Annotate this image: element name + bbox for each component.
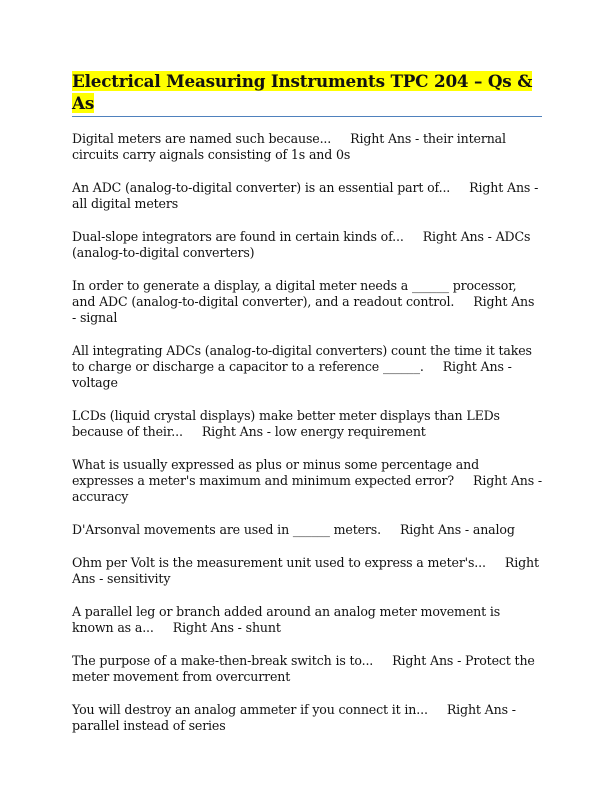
question-text: Digital meters are named such because... bbox=[72, 131, 332, 146]
question-text: An ADC (analog-to-digital converter) is an essential part of... bbox=[72, 180, 451, 195]
qa-item bbox=[72, 408, 542, 440]
answer-text: Right Ans - all digital meters bbox=[72, 180, 539, 211]
qa-item bbox=[72, 702, 542, 734]
question-text: All integrating ADCs (analog-to-digital converters) count the time it takes to charge or discharge a capacitor to a reference ______. bbox=[72, 343, 532, 374]
answer-text: Right Ans - ADCs (analog-to-digital converters) bbox=[72, 229, 531, 260]
answer-text: Right Ans - sensitivity bbox=[72, 555, 539, 586]
answer-text: Right Ans - accuracy bbox=[72, 473, 543, 504]
answer-text: Right Ans - their internal circuits carry aignals consisting of 1s and 0s bbox=[72, 131, 506, 162]
answer-text: Right Ans - analog bbox=[399, 522, 515, 537]
qa-item bbox=[72, 522, 542, 538]
document-title: Electrical Measuring Instruments TPC 204 – Qs & As bbox=[72, 71, 533, 113]
answer-text: Right Ans - shunt bbox=[172, 620, 281, 635]
question-text: Ohm per Volt is the measurement unit used to express a meter's... bbox=[72, 555, 486, 570]
qa-item bbox=[72, 278, 542, 326]
answer-text: Right Ans - parallel instead of series bbox=[72, 702, 516, 733]
question-text: In order to generate a display, a digital meter needs a ______ processor, and ADC (analog-to-digital converter), and a readout control. bbox=[72, 278, 517, 309]
document-page bbox=[72, 70, 542, 751]
question-text: You will destroy an analog ammeter if you connect it in... bbox=[72, 702, 428, 717]
answer-text: Right Ans - low energy requirement bbox=[201, 424, 426, 439]
qa-item bbox=[72, 555, 542, 587]
qa-list bbox=[72, 131, 542, 734]
qa-item bbox=[72, 229, 542, 261]
qa-item bbox=[72, 343, 542, 391]
question-text: What is usually expressed as plus or minus some percentage and expresses a meter's maximum and minimum expected error? bbox=[72, 457, 479, 488]
question-text: A parallel leg or branch added around an analog meter movement is known as a... bbox=[72, 604, 501, 635]
answer-text: Right Ans - voltage bbox=[72, 359, 512, 390]
question-text: Dual-slope integrators are found in certain kinds of... bbox=[72, 229, 404, 244]
question-text: The purpose of a make-then-break switch is to... bbox=[72, 653, 374, 668]
qa-item bbox=[72, 131, 542, 163]
qa-item bbox=[72, 180, 542, 212]
question-text: D'Arsonval movements are used in ______ meters. bbox=[72, 522, 381, 537]
qa-item bbox=[72, 653, 542, 685]
qa-item bbox=[72, 457, 542, 505]
answer-text: Right Ans - signal bbox=[72, 294, 535, 325]
answer-text: Right Ans - Protect the meter movement from overcurrent bbox=[72, 653, 535, 684]
question-text: LCDs (liquid crystal displays) make better meter displays than LEDs because of their... bbox=[72, 408, 500, 439]
qa-item bbox=[72, 604, 542, 636]
title-block bbox=[72, 70, 542, 117]
